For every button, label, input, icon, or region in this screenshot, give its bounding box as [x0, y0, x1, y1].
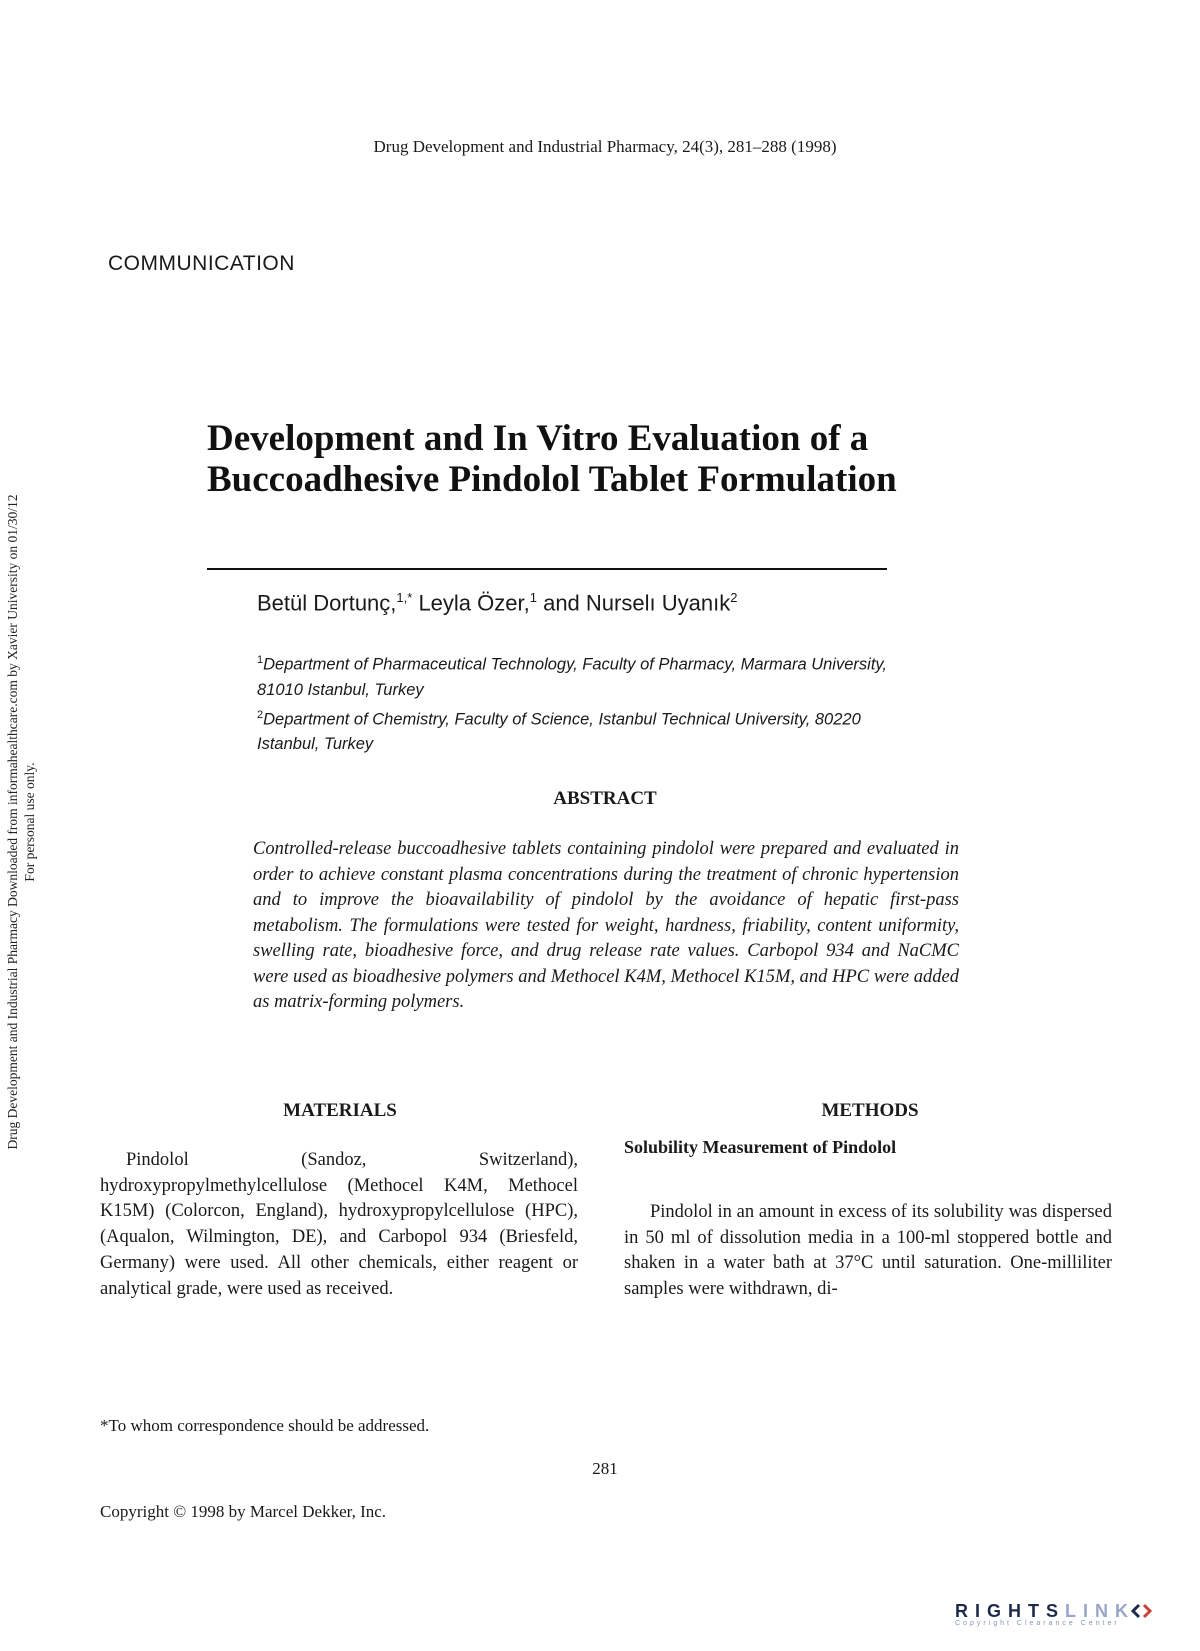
journal-header: Drug Development and Industrial Pharmacy, 24(3), 281–288 (1998) — [373, 137, 837, 156]
materials-heading: MATERIALS — [283, 1100, 397, 1121]
affiliation-text: Department of Pharmaceutical Technology, Faculty of Pharmacy, Marmara University, 81010 Istanbul, Turkey — [257, 655, 888, 699]
materials-text: Pindolol (Sandoz, Switzerland), hydroxypropylmethylcellulose (Methocel K4M, Methocel K15M) (Colorcon, England), hydroxypropylcellulose (HPC), (Aqualon, Wilmington, DE), and Carbopol 934 (Briesfeld, Germany) were used. All other chemicals, either reagent or analytical grade, were used as received. — [100, 1150, 578, 1299]
affiliation-mark: 1 — [257, 654, 264, 666]
author-affiliation-mark: 1,* — [396, 590, 413, 605]
watermark-line-1: Drug Development and Industrial Pharmacy Downloaded from informahealthcare.com by Xavier University on 01/30/12 — [5, 494, 20, 1150]
author-name: Nurselı Uyanık — [585, 590, 731, 616]
author-list — [257, 590, 737, 616]
rightslink-word-rights: RIGHTS — [955, 1601, 1066, 1621]
correspondence-footnote: *To whom correspondence should be addressed. — [100, 1416, 430, 1435]
rightslink-arrows-icon — [1131, 1603, 1153, 1619]
author-affiliation-mark: 2 — [730, 590, 738, 605]
author-affiliation-mark: 1 — [529, 590, 537, 605]
affiliation-text: Department of Chemistry, Faculty of Science, Istanbul Technical University, 80220 Istanbul, Turkey — [257, 710, 861, 753]
rightslink-logo[interactable] — [955, 1601, 1185, 1643]
rightslink-word-link: LINK — [1065, 1601, 1136, 1621]
methods-text: Pindolol in an amount in excess of its solubility was dispersed in 50 ml of dissolution media in a 100-ml stoppered bottle and shaken in a water bath at 37°C until saturation. One-milliliter samples were withdrawn, di- — [624, 1202, 1112, 1300]
methods-heading: METHODS — [821, 1100, 919, 1121]
affiliation-list — [257, 648, 917, 757]
abstract-text: Controlled-release buccoadhesive tablets containing pindolol were prepared and evaluated in order to achieve constant plasma concentrations during the treatment of chronic hypertension and to improve the bioavailability of pindolol by the avoidance of hepatic first-pass metabolism. The formulations were tested for weight, hardness, friability, content uniformity, swelling rate, bioadhesive force, and drug release rate values. Carbopol 934 and NaCMC were used as bioadhesive polymers and Methocel K4M, Methocel K15M, and HPC were added as matrix-forming polymers. — [253, 839, 959, 1012]
watermark-line-2: For personal use only. — [22, 762, 37, 882]
copyright-notice: Copyright © 1998 by Marcel Dekker, Inc. — [100, 1502, 387, 1521]
page-number: 281 — [592, 1459, 618, 1478]
affiliation-mark: 2 — [257, 708, 264, 721]
author-joiner: and — [543, 590, 580, 616]
section-type-label: COMMUNICATION — [108, 252, 295, 275]
affiliation — [257, 703, 917, 758]
article-title: Development and In Vitro Evaluation of a Buccoadhesive Pindolol Tablet Formulation — [207, 418, 897, 500]
rightslink-wordmark — [955, 1601, 1185, 1622]
affiliation — [257, 648, 917, 703]
methods-subheading: Solubility Measurement of Pindolol — [624, 1137, 897, 1157]
author-name: Leyla Özer, — [418, 590, 530, 616]
author-name: Betül Dortunç, — [257, 590, 397, 616]
download-watermark — [4, 402, 44, 1242]
title-divider — [207, 568, 887, 570]
abstract-heading: ABSTRACT — [553, 788, 657, 809]
rightslink-tagline: Copyright Clearance Center — [955, 1620, 1120, 1627]
